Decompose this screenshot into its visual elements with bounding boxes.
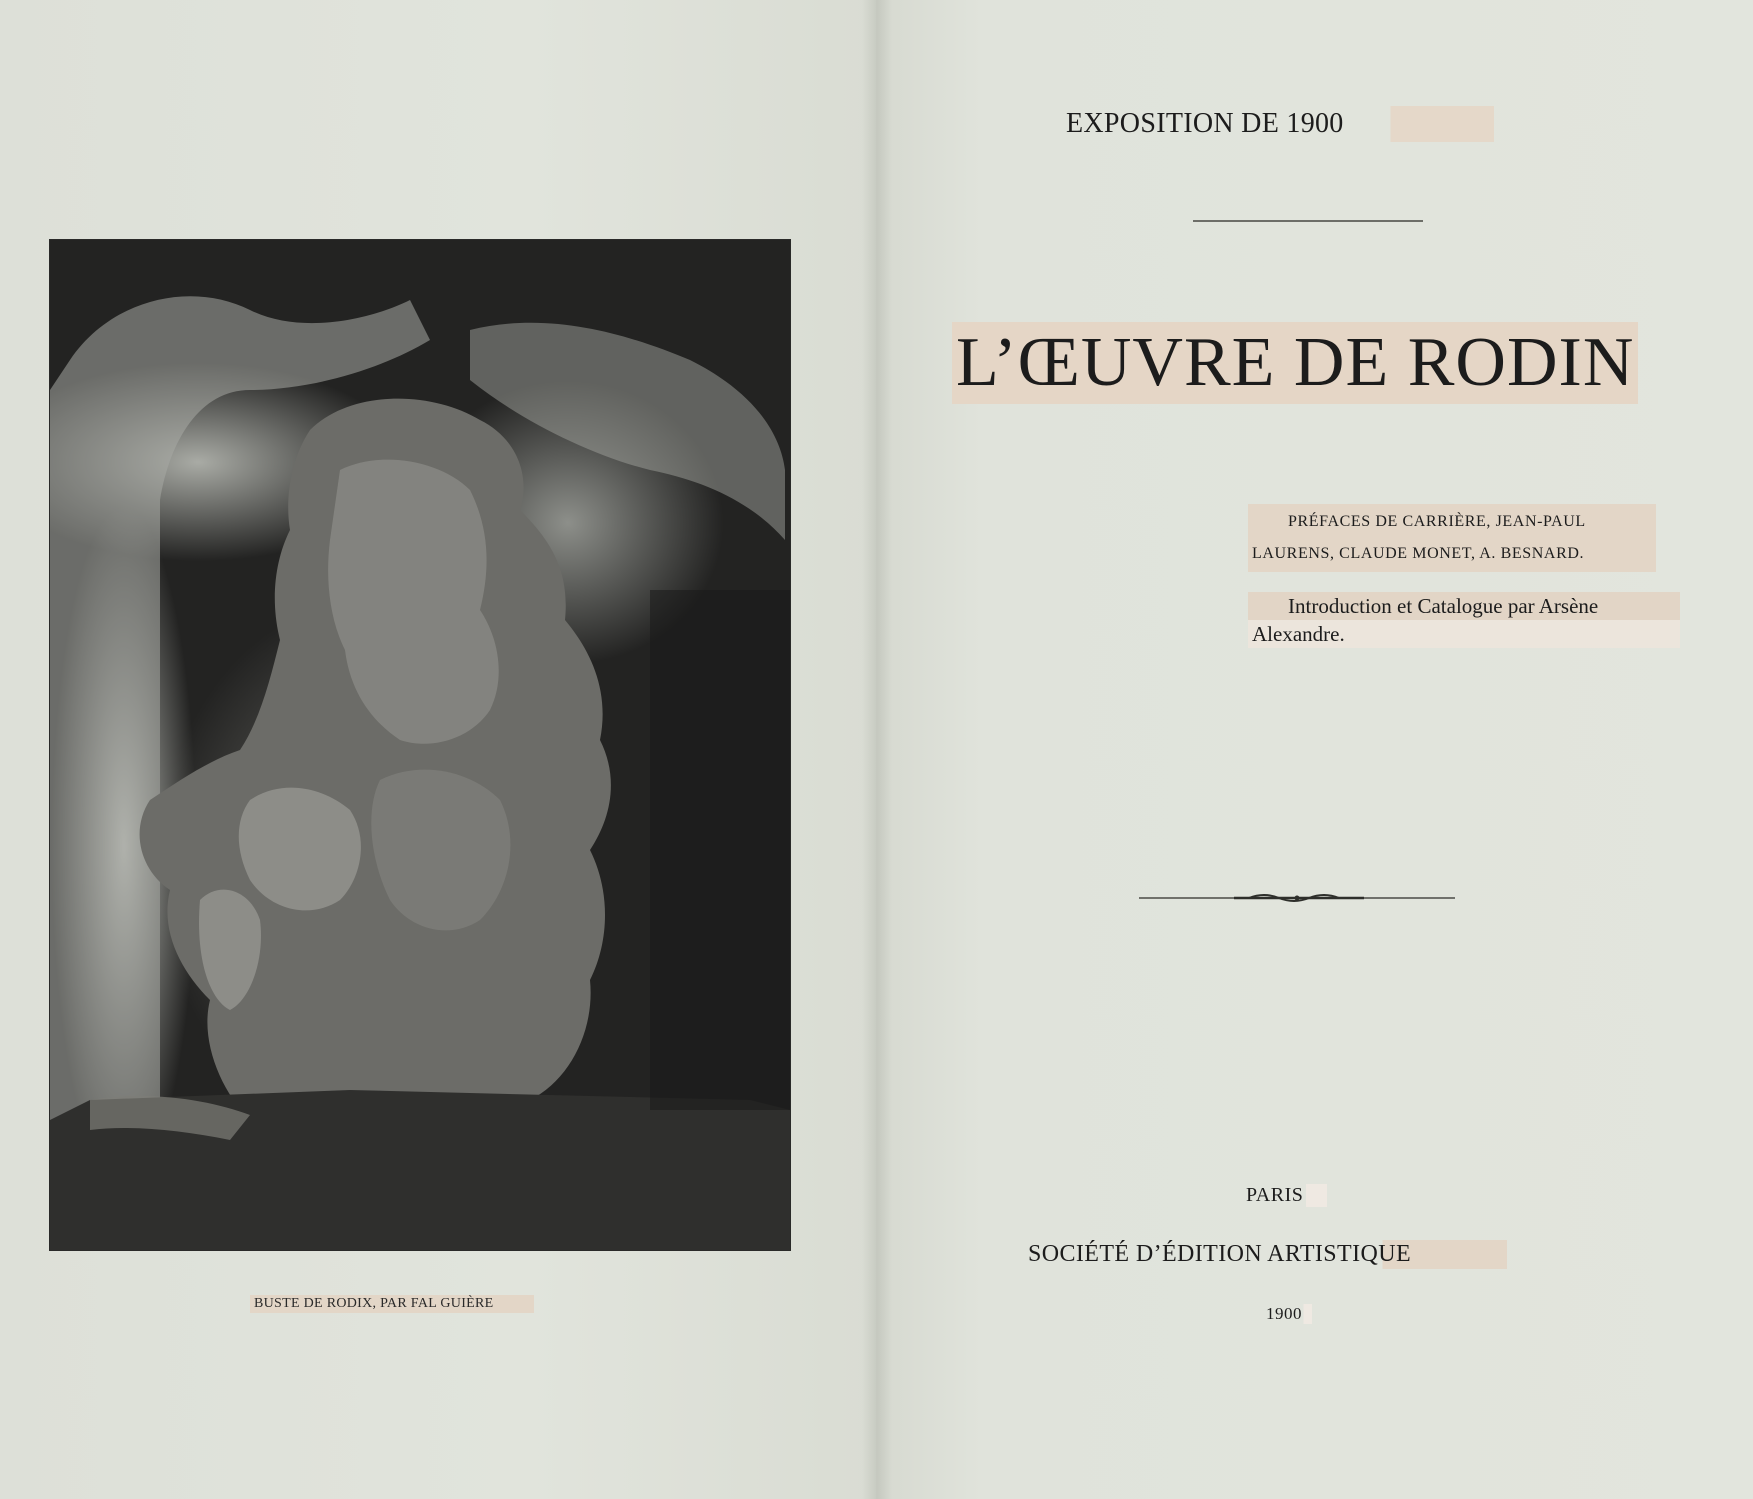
frontispiece-photograph [50, 240, 790, 1250]
left-page [0, 0, 876, 1499]
exposition-heading: EXPOSITION DE 1900 [1062, 106, 1494, 142]
plate-caption: BUSTE DE RODIX, PAR FAL GUIÈRE [250, 1295, 534, 1313]
divider-rule [1193, 220, 1423, 222]
imprint-year: 1900 [1266, 1304, 1312, 1324]
right-page [876, 0, 1753, 1499]
imprint-publisher: SOCIÉTÉ D’ÉDITION ARTISTIQUE [1028, 1240, 1507, 1269]
book-gutter [862, 0, 892, 1499]
bust-sculpture-image [50, 240, 790, 1250]
book-title: L’ŒUVRE DE RODIN [952, 322, 1638, 404]
ornamental-rule-icon [1139, 890, 1455, 906]
imprint-city: PARIS [1246, 1184, 1327, 1207]
introduction-line: Introduction et Catalogue par Arsène Alexandre. [1248, 592, 1680, 648]
prefaces-line: PRÉFACES DE CARRIÈRE, JEAN-PAUL LAURENS, CLAUDE MONET, A. BESNARD. [1248, 504, 1656, 572]
